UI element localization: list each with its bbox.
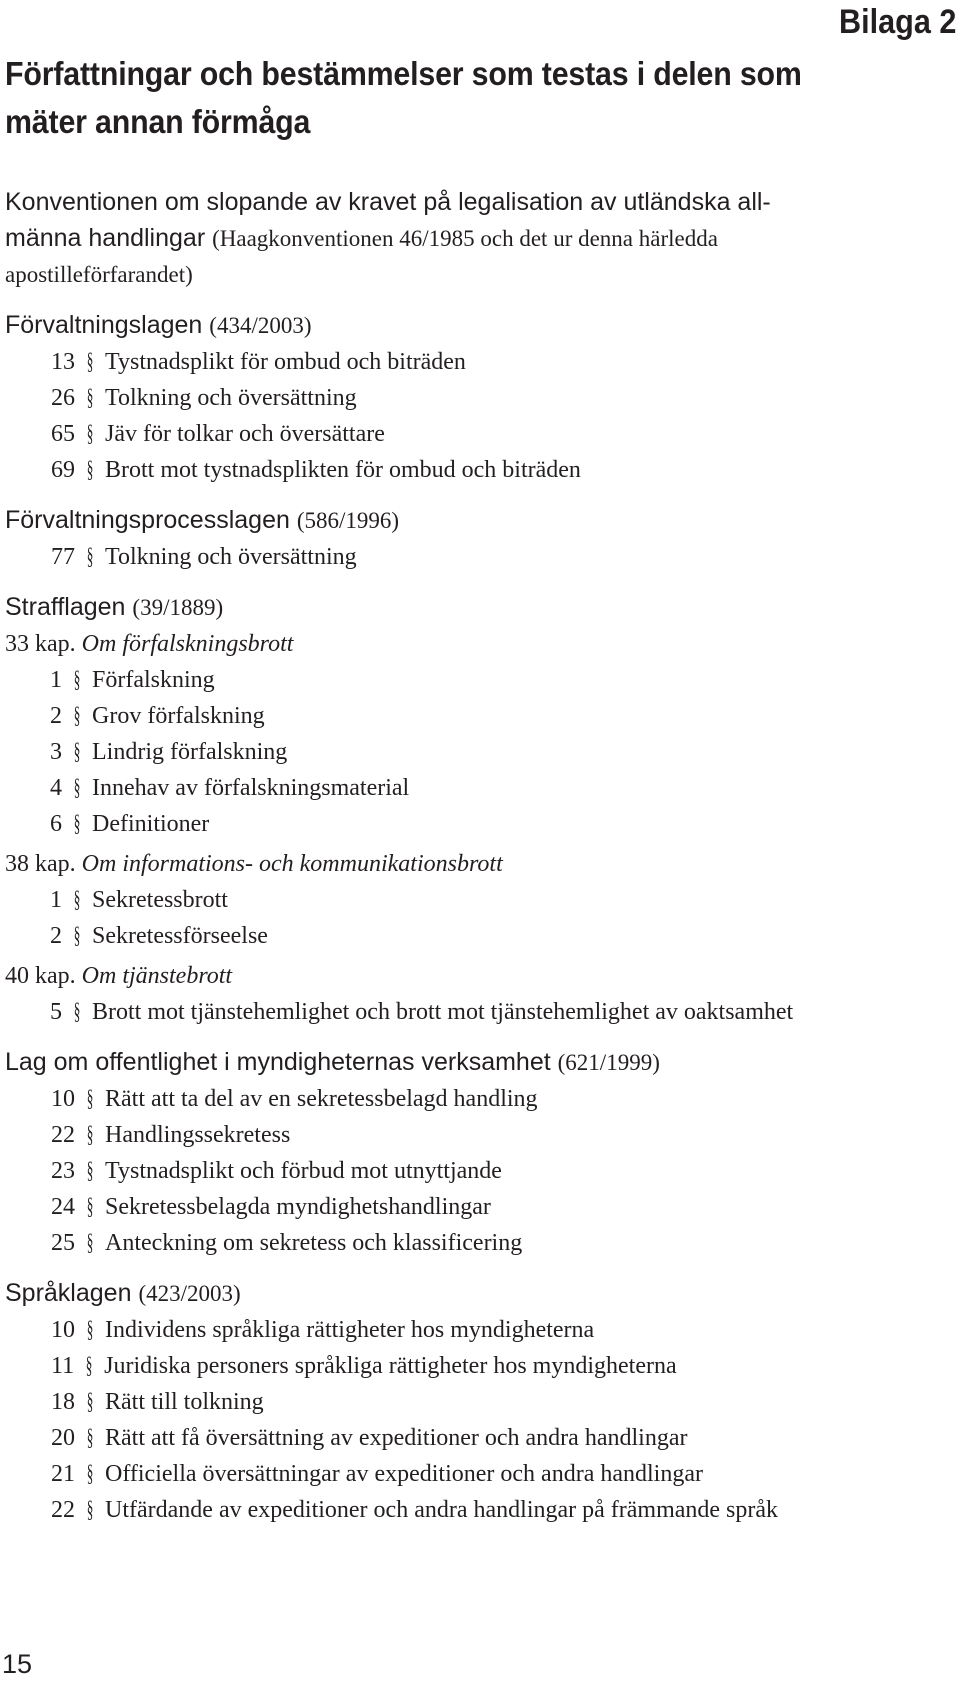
section-item [5,1384,955,1420]
title-line-2: mäter annan förmåga [5,103,311,140]
section-item [5,1420,955,1456]
section-title: Sekretessbrott [92,887,228,913]
section-number: 2 [50,923,62,949]
section-sign-icon: § [73,703,81,729]
section-title: Tystnadsplikt och förbud mot utnyttjande [105,1158,502,1184]
convention-line-2-sans: männa handlingar [5,224,206,252]
section-number: 10 [51,1086,75,1112]
convention-reference: (Haagkonventionen 46/1985 och det ur denna härledda [212,226,718,251]
law-heading [5,1044,955,1081]
section-title: Tystnadsplikt för ombud och biträden [105,349,466,375]
law-name: Strafflagen [5,593,126,621]
chapter-heading [5,958,955,994]
section-sign-icon: § [86,385,94,411]
laws-group-2 [5,1044,955,1528]
section-title: Rätt att få översättning av expeditioner och andra handlingar [105,1425,688,1451]
chapter-number: 38 kap. [5,851,76,877]
section-title: Juridiska personers språkliga rättigheter hos myndigheterna [104,1353,677,1379]
section-title: Definitioner [92,811,210,837]
section-number: 5 [50,999,62,1025]
section-title: Brott mot tjänstehemlighet och brott mot tjänstehemlighet av oaktsamhet [92,999,794,1025]
section-item [5,1153,955,1189]
law-name: Lag om offentlighet i myndigheternas verksamhet [5,1048,551,1076]
chapter-block [5,626,955,842]
section-sign-icon: § [86,1497,94,1523]
section-title: Rätt till tolkning [105,1389,264,1415]
section-item [5,1492,955,1528]
chapter-number: 40 kap. [5,963,76,989]
law-block [5,1044,955,1261]
convention-line-3: apostilleförfarandet) [5,262,193,287]
section-number: 23 [51,1158,75,1184]
section-sign-icon: § [85,1353,93,1379]
law-name: Förvaltningsprocesslagen [5,506,290,534]
page-number: 15 [2,1649,33,1679]
section-number: 2 [50,703,62,729]
law-reference: (434/2003) [209,313,312,338]
section-item [5,539,955,575]
section-title: Individens språkliga rättigheter hos myndigheterna [105,1317,595,1343]
law-heading [5,1275,955,1312]
section-sign-icon: § [86,349,94,375]
section-sign-icon: § [86,1425,94,1451]
section-sign-icon: § [86,544,94,570]
chapter-topic: Om informations- och kommunikationsbrott [81,851,503,877]
law-block [5,307,955,488]
section-title: Sekretessförseelse [92,923,268,949]
section-item [5,806,955,842]
section-number: 25 [51,1230,75,1256]
law-heading [5,589,955,626]
section-sign-icon: § [86,1461,94,1487]
law-name: Språklagen [5,1279,132,1307]
convention-line-1: Konventionen om slopande av kravet på legalisation av utländska all- [5,188,771,216]
section-sign-icon: § [86,1230,94,1256]
title-line-1: Författningar och bestämmelser som testas i delen som [5,55,802,92]
section-title: Sekretessbelagda myndighetshandlingar [105,1194,491,1220]
law-reference: (423/2003) [138,1281,241,1306]
law-name: Förvaltningslagen [5,311,203,339]
section-sign-icon: § [73,739,81,765]
section-item [5,734,955,770]
section-number: 11 [51,1353,75,1379]
section-number: 24 [51,1194,75,1220]
chapter-topic: Om förfalskningsbrott [81,631,294,657]
law-block [5,502,955,575]
section-number: 22 [51,1122,75,1148]
section-sign-icon: § [73,887,81,913]
section-item [5,1189,955,1225]
law-block [5,1275,955,1528]
section-number: 77 [51,544,75,570]
section-number: 6 [50,811,62,837]
section-item [5,918,955,954]
law-reference: (39/1889) [132,595,224,620]
section-number: 1 [50,667,62,693]
section-item [5,344,955,380]
section-title: Lindrig förfalskning [92,739,288,765]
section-number: 22 [51,1497,75,1523]
section-title: Tolkning och översättning [105,385,357,411]
section-title: Grov förfalskning [92,703,265,729]
law-heading [5,307,955,344]
section-title: Officiella översättningar av expeditioner och andra handlingar [105,1461,703,1487]
section-number: 65 [51,421,75,447]
chapter-heading [5,626,955,662]
section-item [5,1117,955,1153]
chapter-topic: Om tjänstebrott [81,963,233,989]
convention-entry [5,184,955,293]
section-item [5,1348,955,1384]
section-item [5,1081,955,1117]
laws-group-1 [5,307,955,575]
section-sign-icon: § [73,923,81,949]
section-sign-icon: § [73,999,81,1025]
section-number: 26 [51,385,75,411]
law-reference: (621/1999) [557,1050,660,1075]
section-title: Rätt att ta del av en sekretessbelagd handling [105,1086,538,1112]
section-sign-icon: § [86,1158,94,1184]
section-title: Jäv för tolkar och översättare [105,421,385,447]
section-title: Brott mot tystnadsplikten för ombud och biträden [105,457,581,483]
section-sign-icon: § [86,457,94,483]
section-title: Innehav av förfalskningsmaterial [92,775,410,801]
section-sign-icon: § [86,1194,94,1220]
section-item [5,1225,955,1261]
convention-line-2 [5,220,955,257]
section-sign-icon: § [86,1317,94,1343]
section-sign-icon: § [73,775,81,801]
section-item [5,662,955,698]
section-item [5,380,955,416]
appendix-label: Bilaga 2 [838,3,956,41]
section-item [5,698,955,734]
law-heading [5,502,955,539]
section-item [5,1312,955,1348]
section-sign-icon: § [73,667,81,693]
section-number: 3 [50,739,62,765]
section-sign-icon: § [86,1086,94,1112]
section-number: 10 [51,1317,75,1343]
section-sign-icon: § [86,421,94,447]
section-number: 1 [50,887,62,913]
legislation-list [5,184,955,1542]
section-title: Anteckning om sekretess och klassificering [105,1230,523,1256]
page-title [5,50,861,146]
section-item [5,882,955,918]
section-item [5,416,955,452]
chapter-block [5,958,955,1030]
section-number: 4 [50,775,62,801]
strafflagen-block [5,589,955,1030]
section-title: Handlingssekretess [105,1122,291,1148]
section-number: 18 [51,1389,75,1415]
section-sign-icon: § [86,1122,94,1148]
section-sign-icon: § [73,811,81,837]
law-reference: (586/1996) [296,508,400,533]
section-item [5,994,955,1030]
section-sign-icon: § [86,1389,94,1415]
chapter-heading [5,846,955,882]
section-number: 20 [51,1425,75,1451]
section-title: Utfärdande av expeditioner och andra handlingar på främmande språk [105,1497,779,1523]
section-number: 69 [51,457,75,483]
section-item [5,770,955,806]
section-item [5,452,955,488]
chapter-block [5,846,955,954]
section-title: Förfalskning [92,667,215,693]
section-title: Tolkning och översättning [105,544,357,570]
section-item [5,1456,955,1492]
chapters-list [5,626,955,1030]
section-number: 13 [51,349,75,375]
chapter-number: 33 kap. [5,631,76,657]
section-number: 21 [51,1461,75,1487]
